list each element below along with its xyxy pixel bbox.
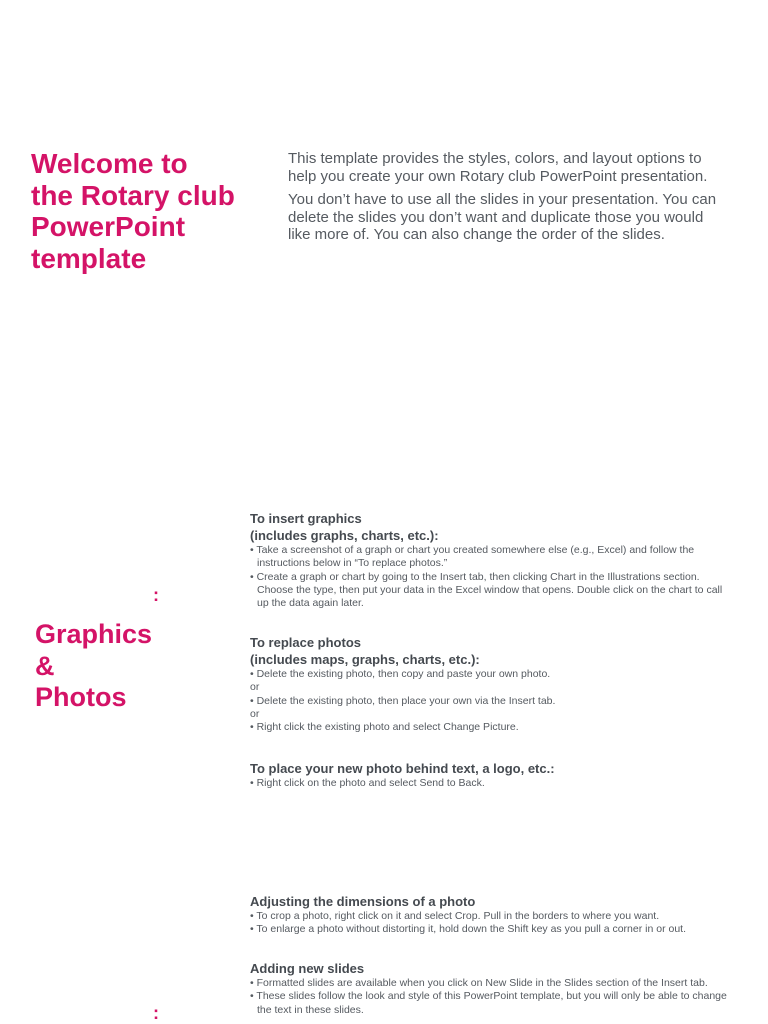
bullet-item: • Right click the existing photo and select Change Picture. — [250, 721, 730, 734]
heading-line: (includes graphs, charts, etc.): — [250, 528, 439, 543]
heading-line: (includes maps, graphs, charts, etc.): — [250, 652, 480, 667]
section-insert-graphics — [250, 510, 730, 610]
heading-line: To replace photos — [250, 635, 361, 650]
heading-line: To insert graphics — [250, 511, 362, 526]
section-heading — [250, 510, 730, 544]
bullet-item: • Create a graph or chart by going to the Insert tab, then clicking Chart in the Illustrations section. Choose the type, then put your data in the Excel window that opens. Double click on the chart to call up the data again later. — [250, 571, 730, 611]
slide1-title-line: PowerPoint — [31, 211, 186, 242]
section-heading: To place your new photo behind text, a logo, etc.: — [250, 761, 555, 776]
slide2-title-line: Graphics — [35, 619, 153, 649]
bullet-item: • To enlarge a photo without distorting it, hold down the Shift key as you pull a corner in or out. — [250, 923, 730, 936]
or-separator: or — [250, 707, 260, 720]
bullet-item: • Formatted slides are available when you click on New Slide in the Slides section of the Insert tab. — [250, 977, 730, 990]
slide3-colon: : — [153, 1003, 159, 1023]
bullet-item: • To crop a photo, right click on it and select Crop. Pull in the borders to where you want. — [250, 910, 730, 923]
bullet-item: • These slides follow the look and style of this PowerPoint template, but you will only be able to change the text in these slides. — [250, 990, 730, 1017]
bullet-item: • Right click on the photo and select Send to Back. — [250, 777, 730, 790]
section-replace-photos — [250, 634, 730, 734]
slide2-title-line: & — [35, 650, 55, 681]
slide1-title-line: Welcome to — [31, 148, 188, 179]
section-heading: Adding new slides — [250, 961, 365, 976]
bullet-item: • Delete the existing photo, then place your own via the Insert tab. — [250, 695, 730, 708]
slide1-title-line: the Rotary club — [31, 179, 235, 211]
intro-paragraph: You don’t have to use all the slides in your presentation. You can delete the slides you don’t want and duplicate those you would like more of. You can also change the order of the slides. — [288, 191, 717, 243]
slide1-intro — [288, 150, 728, 250]
section-adjust-dimensions — [250, 893, 730, 937]
intro-paragraph: This template provides the styles, colors, and layout options to help you create your own Rotary club PowerPoint presentation. — [288, 150, 708, 185]
slide2-title-line: Photos — [35, 682, 127, 712]
slide2-title — [35, 619, 195, 714]
section-adding-slides — [250, 960, 730, 1017]
slide1-title-line: template — [31, 242, 147, 274]
section-heading — [250, 634, 730, 668]
slide1-title — [31, 148, 251, 274]
section-photo-behind-text — [250, 760, 730, 790]
or-separator: or — [250, 681, 260, 694]
section-heading: Adjusting the dimensions of a photo — [250, 894, 476, 909]
bullet-item: • Delete the existing photo, then copy and paste your own photo. — [250, 668, 730, 681]
bullet-item: • Take a screenshot of a graph or chart you created somewhere else (e.g., Excel) and follow the instructions below in “To replace photos.” — [250, 544, 730, 571]
slide2-colon: : — [153, 585, 159, 605]
